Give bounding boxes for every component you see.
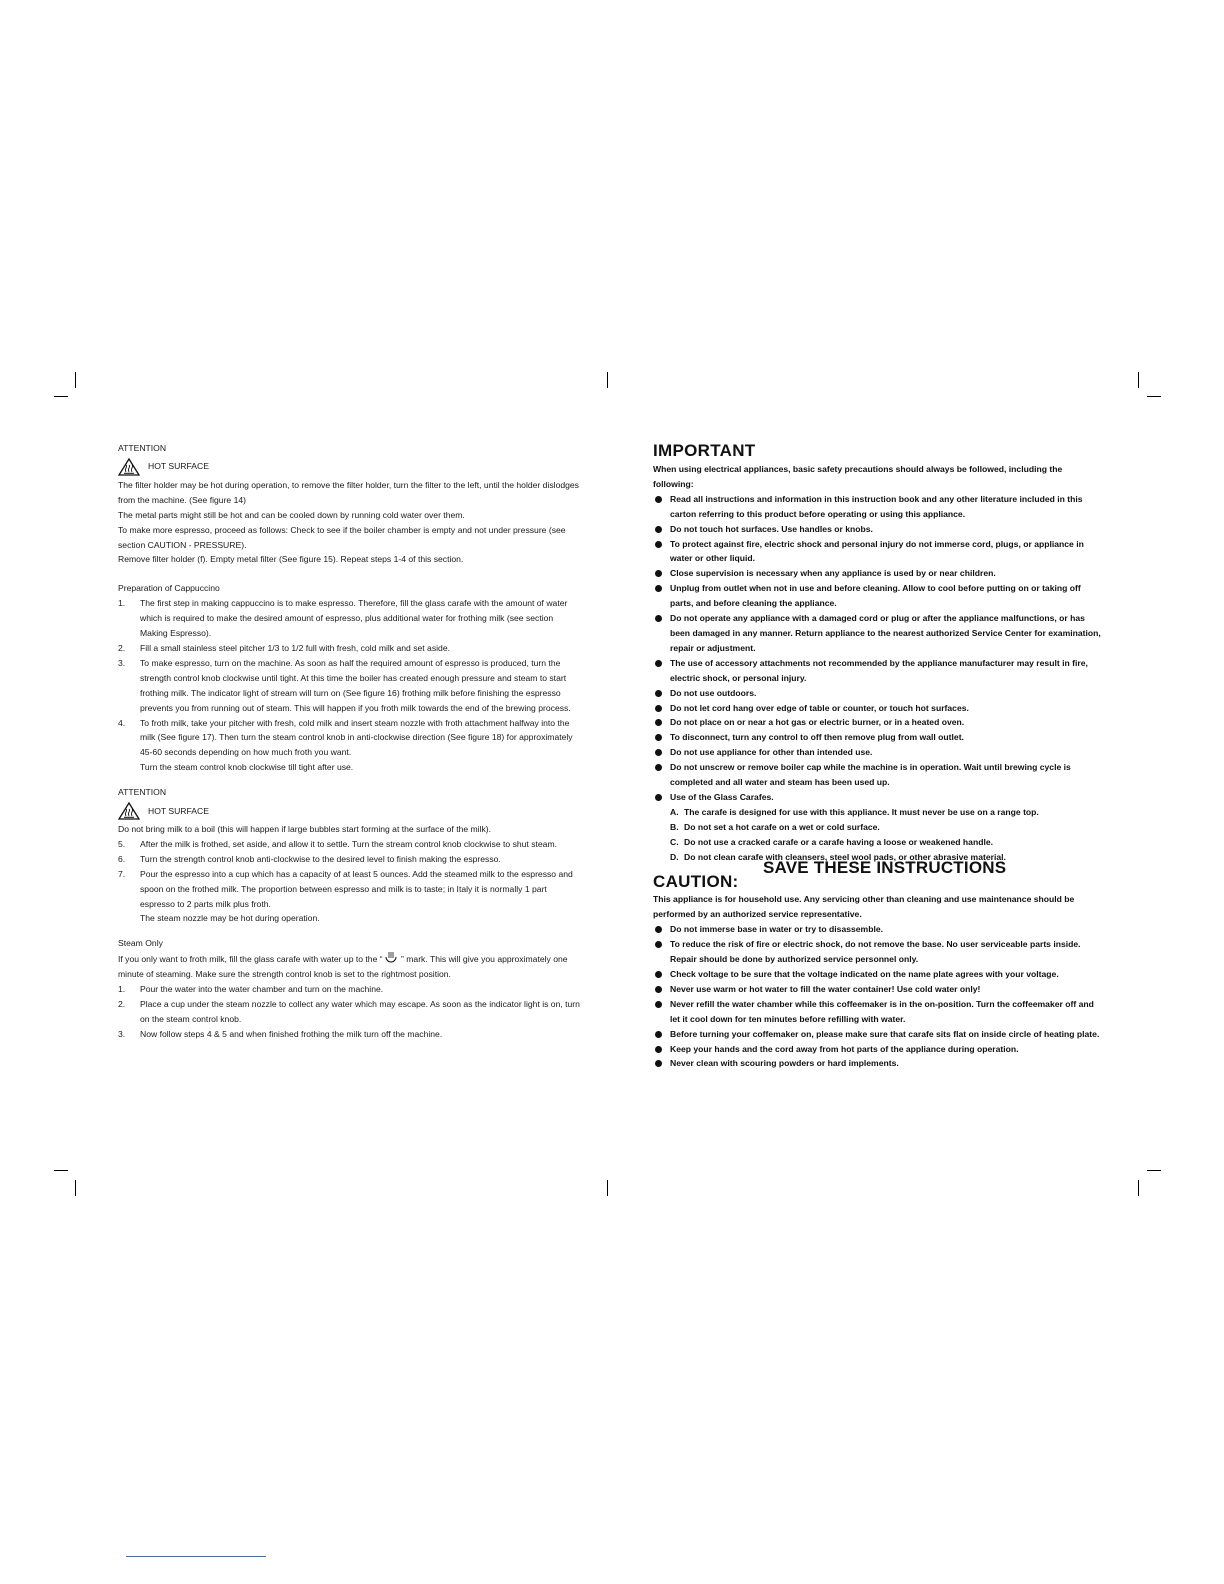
bullet-icon bbox=[653, 997, 670, 1027]
hot-surface-warning bbox=[118, 458, 580, 476]
step-item: 1. The first step in making cappuccino is to make espresso. Therefore, fill the glass carafe with the amount of water which is required to make the desired amount of espresso, plus additional water for frothing milk (see section Making Espresso). bbox=[118, 598, 568, 639]
important-intro: When using electrical appliances, basic safety precautions should always be followed, including the following: bbox=[653, 464, 1063, 489]
paragraph: Remove filter holder (f). Empty metal filter (See figure 15). Repeat steps 1-4 of this section. bbox=[118, 554, 464, 565]
carafe-item: A. The carafe is designed for use with this appliance. It must never be use on a range top. bbox=[670, 806, 1039, 817]
paragraph: The metal parts might still be hot and can be cooled down by running cold water over them. bbox=[118, 509, 465, 520]
carafe-item: D. Do not clean carafe with cleansers, steel wool pads, or other abrasive material. bbox=[670, 851, 1006, 862]
attention-heading: ATTENTION bbox=[118, 787, 167, 798]
bullet-icon bbox=[653, 656, 670, 686]
hot-surface-icon bbox=[118, 802, 140, 820]
step-item: 3. Now follow steps 4 & 5 and when finished frothing the milk turn off the machine. bbox=[118, 1028, 443, 1039]
bullet-icon bbox=[653, 686, 670, 701]
cappuccino-steps-continued bbox=[118, 837, 580, 912]
steam-only-heading: Steam Only bbox=[118, 938, 163, 949]
bullet-item: Before turning your coffemaker on, please make sure that carafe sits flat on inside circle of heating plate. bbox=[653, 1027, 1105, 1042]
bullet-icon bbox=[653, 1027, 670, 1042]
bullet-icon bbox=[653, 492, 670, 522]
crop-mark bbox=[54, 396, 68, 397]
bullet-icon bbox=[653, 967, 670, 982]
right-page bbox=[653, 441, 1105, 1071]
bullet-icon bbox=[653, 1042, 670, 1057]
paragraph: The filter holder may be hot during operation, to remove the filter holder, turn the filter to the left, until the holder dislodges from the machine. (See figure 14) bbox=[118, 479, 579, 505]
paragraph: To make more espresso, proceed as follows: Check to see if the boiler chamber is empty and not under pressure (see section CAUTION - PRESSURE). bbox=[118, 524, 566, 550]
crop-mark bbox=[607, 1180, 608, 1196]
crop-mark bbox=[75, 1180, 76, 1196]
step-item: 3. To make espresso, turn on the machine. As soon as half the required amount of espresso is produced, turn the strength control knob clockwise until tight. At this time the boiler has created enough pressure and steam to start frothing milk. The indicator light of stream will turn on (See figure 16) frothing milk before finishing the espresso prevents you from running out of steam. This will happen if you froth milk towards the end of the brewing process. bbox=[118, 657, 571, 713]
bullet-icon bbox=[653, 745, 670, 760]
crop-mark bbox=[1138, 1180, 1139, 1196]
bullet-item: To protect against fire, electric shock and personal injury do not immerse cord, plugs, or appliance in water or other liquid. bbox=[653, 537, 1105, 567]
boil-note: Do not bring milk to a boil (this will happen if large bubbles start forming at the surface of the milk). bbox=[118, 824, 492, 835]
hot-surface-warning bbox=[118, 802, 580, 820]
cappuccino-steps bbox=[118, 596, 580, 760]
attention-heading: ATTENTION bbox=[118, 443, 167, 453]
step-note: The steam nozzle may be hot during operation. bbox=[140, 913, 320, 924]
caution-heading-row bbox=[653, 858, 1105, 892]
bullet-icon bbox=[653, 730, 670, 745]
step-item: 2. Place a cup under the steam nozzle to collect any water which may escape. As soon as the indicator light is on, turn on the steam control knob. bbox=[118, 999, 580, 1024]
bullet-item: Unplug from outlet when not in use and before cleaning. Allow to cool before putting on or taking off parts, and before cleaning the appliance. bbox=[653, 581, 1105, 611]
left-page bbox=[118, 441, 580, 1042]
step-note: Turn the steam control knob clockwise till tight after use. bbox=[140, 762, 354, 773]
step-item: 4. To froth milk, take your pitcher with fresh, cold milk and insert steam nozzle with froth attachment halfway into the milk (See figure 17). Then turn the steam control knob in anti-clockwise direction (See figure 18) for approximately 45-60 seconds depending on how much froth you want. bbox=[118, 717, 573, 758]
hot-surface-label: HOT SURFACE bbox=[148, 461, 209, 472]
crop-mark bbox=[75, 372, 76, 388]
crop-mark bbox=[54, 1170, 68, 1171]
bullet-item: Do not use appliance for other than intended use. bbox=[653, 745, 1105, 760]
bullet-item: Do not immerse base in water or try to disassemble. bbox=[653, 922, 1105, 937]
step-item: 5. After the milk is frothed, set aside, and allow it to settle. Turn the stream control knob clockwise to shut steam. bbox=[118, 838, 557, 849]
bullet-item: To disconnect, turn any control to off then remove plug from wall outlet. bbox=[653, 730, 1105, 745]
caution-intro: This appliance is for household use. Any servicing other than cleaning and use maintenance should be performed by an authorized service representative. bbox=[653, 894, 1075, 920]
cappuccino-heading: Preparation of Cappuccino bbox=[118, 583, 220, 594]
important-list bbox=[653, 492, 1105, 805]
bullet-item: Do not unscrew or remove boiler cap while the machine is in operation. Wait until brewing cycle is completed and all water and steam has been used up. bbox=[653, 760, 1105, 790]
bullet-icon bbox=[653, 566, 670, 581]
crop-mark bbox=[1138, 372, 1139, 388]
carafe-item: B. Do not set a hot carafe on a wet or cold surface. bbox=[670, 821, 880, 832]
hot-surface-icon bbox=[118, 458, 140, 476]
bullet-item: Check voltage to be sure that the voltage indicated on the name plate agrees with your voltage. bbox=[653, 967, 1105, 982]
bullet-icon bbox=[653, 715, 670, 730]
crop-mark bbox=[607, 372, 608, 388]
bullet-icon bbox=[653, 760, 670, 790]
bullet-item: Do not touch hot surfaces. Use handles or knobs. bbox=[653, 522, 1105, 537]
bullet-item: Read all instructions and information in this instruction book and any other literature included in this carton referring to this product before operating or using this appliance. bbox=[653, 492, 1105, 522]
bullet-item: Keep your hands and the cord away from hot parts of the appliance during operation. bbox=[653, 1042, 1105, 1057]
bullet-icon bbox=[653, 611, 670, 656]
bullet-icon bbox=[653, 581, 670, 611]
bullet-icon bbox=[653, 922, 670, 937]
carafe-list bbox=[653, 805, 1105, 865]
bullet-item: The use of accessory attachments not recommended by the appliance manufacturer may result in fire, electric shock, or personal injury. bbox=[653, 656, 1105, 686]
step-item: 2. Fill a small stainless steel pitcher 1/3 to 1/2 full with fresh, cold milk and set aside. bbox=[118, 642, 450, 653]
caution-list bbox=[653, 922, 1105, 1071]
bullet-item: Do not use outdoors. bbox=[653, 686, 1105, 701]
bullet-item: Do not place on or near a hot gas or electric burner, or in a heated oven. bbox=[653, 715, 1105, 730]
bullet-item: To reduce the risk of fire or electric shock, do not remove the base. No user serviceable parts inside. Repair should be done by authorized service personnel only. bbox=[653, 937, 1105, 967]
bullet-item: Use of the Glass Carafes. bbox=[653, 790, 1105, 805]
crop-mark bbox=[1147, 396, 1161, 397]
bullet-icon bbox=[653, 790, 670, 805]
bullet-item: Never refill the water chamber while this coffeemaker is in the on-position. Turn the coffeemaker off and let it cool down for ten minutes before refilling with water. bbox=[653, 997, 1105, 1027]
footer-rule bbox=[126, 1556, 266, 1557]
steam-only-steps bbox=[118, 982, 580, 1042]
crop-mark bbox=[1147, 1170, 1161, 1171]
step-item: 6. Turn the strength control knob anti-clockwise to the desired level to finish making the espresso. bbox=[118, 853, 501, 864]
caution-heading: CAUTION: bbox=[653, 872, 739, 892]
save-instructions-heading: SAVE THESE INSTRUCTIONS bbox=[763, 858, 1007, 878]
bullet-item: Never clean with scouring powders or hard implements. bbox=[653, 1056, 1105, 1071]
bullet-icon bbox=[653, 937, 670, 967]
bullet-item: Close supervision is necessary when any appliance is used by or near children. bbox=[653, 566, 1105, 581]
step-item: 1. Pour the water into the water chamber and turn on the machine. bbox=[118, 984, 384, 995]
bullet-icon bbox=[653, 982, 670, 997]
carafe-item: C. Do not use a cracked carafe or a carafe having a loose or weakened handle. bbox=[670, 836, 994, 847]
hot-surface-label: HOT SURFACE bbox=[148, 805, 209, 816]
bullet-item: Do not operate any appliance with a damaged cord or plug or after the appliance malfunctions, or has been damaged in any manner. Return appliance to the nearest authorized Service Center for examination, repair or adjustment. bbox=[653, 611, 1105, 656]
bullet-item: Never use warm or hot water to fill the water container! Use cold water only! bbox=[653, 982, 1105, 997]
steam-mark-icon bbox=[383, 951, 399, 964]
step-item: 7. Pour the espresso into a cup which has a capacity of at least 5 ounces. Add the steamed milk to the espresso and spoon on the frothed milk. The proportion between espresso and milk is to taste; in Italy it is normally 1 part espresso to 2 parts milk plus froth. bbox=[118, 868, 573, 909]
bullet-item: Do not let cord hang over edge of table or counter, or touch hot surfaces. bbox=[653, 701, 1105, 716]
bullet-icon bbox=[653, 1056, 670, 1071]
important-heading: IMPORTANT bbox=[653, 441, 756, 460]
bullet-icon bbox=[653, 537, 670, 567]
bullet-icon bbox=[653, 701, 670, 716]
bullet-icon bbox=[653, 522, 670, 537]
steam-only-paragraph: If you only want to froth milk, fill the glass carafe with water up to the “ ” mark. This will give you approximately one minute of steaming. Make sure the strength control knob is set to the rightmost position. bbox=[118, 951, 580, 982]
